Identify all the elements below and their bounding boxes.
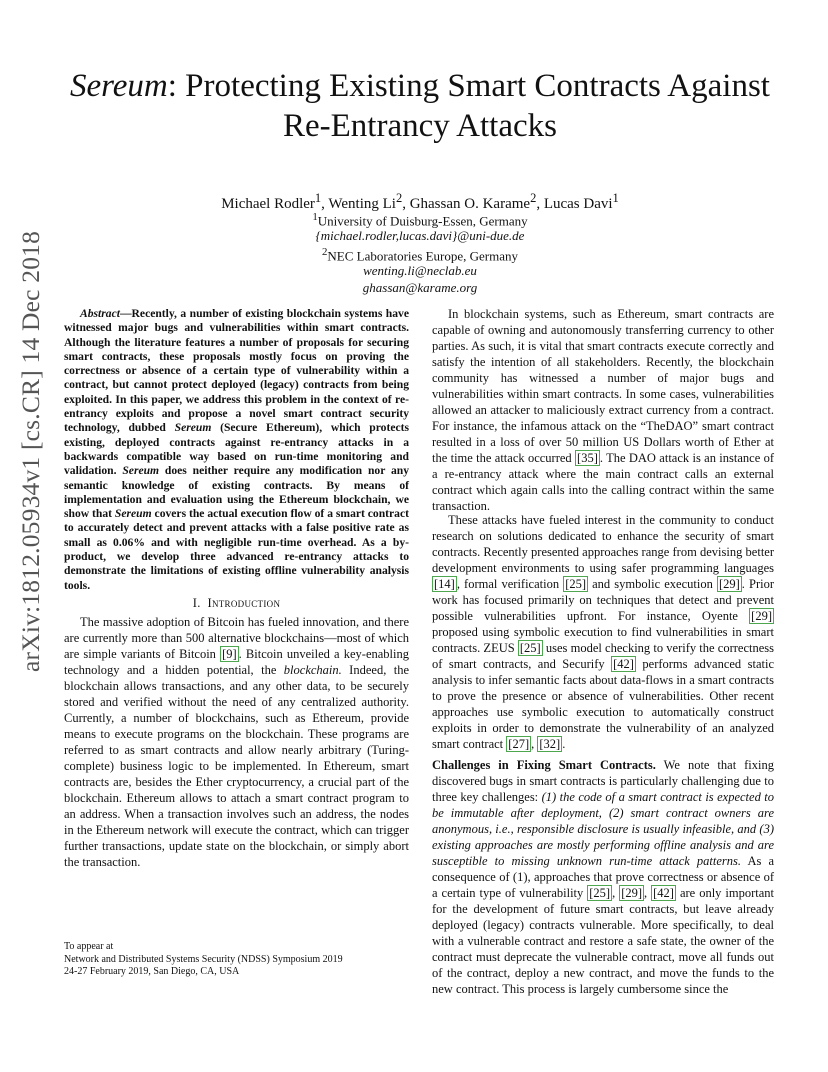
abstract-dash: — [119,307,132,320]
body-text: . Bitcoin unveiled a key-enabling technology and a hidden potential, the [64,647,409,677]
citation-link[interactable]: [29] [621,886,643,900]
affiliation-2-email-1: wenting.li@neclab.eu [363,263,477,278]
citation-link[interactable]: [29] [751,609,772,623]
citation-link[interactable]: [27] [508,737,530,751]
body-text: , formal verification [456,577,564,591]
citation-link[interactable]: [42] [613,657,634,671]
body-text: and symbolic execution [588,577,717,591]
citation-link[interactable]: [9] [222,647,237,661]
body-text: , [612,886,620,900]
author-name: Ghassan O. Karame [409,196,531,212]
body-text: uses model checking to verify the correctness of smart contracts, and Securify [432,641,774,671]
paper-title [60,66,780,146]
title-system-name: Sereum [70,68,168,104]
abstract-text: (Secure Ethereum), which protects existing, deployed contracts against re-entrancy attacks in a backwards compatible way based on run-time monitoring and validation. [64,421,409,478]
abstract-text: does neither require any modification nor any semantic knowledge of existing contracts. By means of implementation and evaluation using the Ethereum blockchain, we show that [64,464,410,521]
footnote-line: To appear at [64,941,114,952]
body-text: are only important for the development of future smart contracts, but leave already deployed (legacy) contracts vulnerable. More specifically, to deal with a vulnerable contract and restore a safe state, the owner of the contract must deprecate the vulnerable contract, move all funds out of the contract, deploy a new contract, and move the funds to the new contract. This process is largely cumbersome since the [432,886,774,996]
author-affiliation-mark: 1 [612,191,619,205]
citation-link[interactable]: [25] [519,641,541,655]
abstract-system-name: Sereum [122,464,160,478]
title-line1-rest: : Protecting Existing Smart Contracts Against [167,68,770,104]
author-name: Lucas Davi [543,196,613,212]
affiliation-mark: 1 [312,211,318,223]
author-affiliation-mark: 2 [530,191,537,205]
citation-link[interactable]: [29] [718,577,740,591]
body-text: , [531,737,538,751]
section-heading [64,595,409,611]
citation-link[interactable]: [14] [434,577,455,591]
right-paragraph-3 [432,757,774,997]
affiliation-mark: 2 [321,246,328,258]
body-text: As a consequence of (1), approaches that prove correctness or absence of a certain type of vulnerability [432,854,775,900]
body-text: We note that fixing discovered bugs in smart contracts is particularly challenging due to three key challenges: [432,758,775,804]
right-paragraph-1 [432,306,774,514]
abstract-system-name: Sereum [114,507,152,521]
body-text: Indeed, the blockchain allows transactions, and any other data, to be securely stored and verified without the need of any centralized authority. Currently, a number of blockchains, such as Ethereum, provide means to execute programs on the blockchain. These programs are referred to as smart contracts and allow nearly arbitrary (Turing-complete) business logic to be implemented. In Ethereum, smart contracts are, besides the Ether cryptocurrency, a crucial part of the blockchain. Ethereum allows to attach a smart contract program to an address. When a transaction involves such an address, the nodes in the Ethereum network will execute the contract, which can trigger further transactions, update state on the blockchain, or simply abort the transaction. [64,663,410,869]
abstract-system-name: Sereum [174,421,212,435]
author-affiliation-mark: 1 [314,191,322,205]
affiliation-name: NEC Laboratories Europe, Germany [327,248,519,264]
body-text: These attacks have fueled interest in the community to conduct research on solutions dedicated to enhance the security of smart contracts. Recently presented approaches range from devising better development environments to using safer programming languages [432,513,774,575]
body-text: proposed using symbolic execution to find vulnerabilities in smart contracts. ZEUS [432,625,774,655]
author-name: Wenting Li [328,196,396,212]
title-line2: Re-Entrancy Attacks [283,108,557,144]
affiliation-1-email: {michael.rodler,lucas.davi}@uni-due.de [315,228,525,243]
body-text: . [562,737,566,751]
venue-footnote [64,941,343,979]
affiliation-name: University of Duisburg-Essen, Germany [317,213,528,229]
author-name: Michael Rodler [221,196,315,212]
abstract-text: covers the actual execution flow of a smart contract to accurately detect and prevent attacks with a false positive rate as small as 0.06% and with negligible run-time overhead. As a by-product, we develop three advanced re-entrancy attacks to demonstrate the limitations of existing offline vulnerability analysis tools. [64,507,409,592]
abstract-text: Recently, a number of existing blockchain systems have witnessed major bugs and vulnerabilities within smart contracts. Although the literature features a number of proposals for securing smart contracts, these proposals mostly focus on proving the correctness or absence of a certain type of vulnerability within a contract, but cannot protect deployed (legacy) contracts from being exploited. In this paper, we address this problem in the context of re-entrancy exploits and propose a novel smart contract security technology, dubbed [64,307,409,435]
footnote-line: Network and Distributed Systems Security (NDSS) Symposium 2019 [64,953,343,965]
right-paragraph-2 [432,512,774,752]
citation-link[interactable]: [25] [565,577,587,591]
footnote-line: 24-27 February 2019, San Diego, CA, USA [64,966,240,977]
abstract-label: Abstract [80,307,120,320]
author-affiliation-mark: 2 [395,191,403,205]
introduction-paragraph-1 [64,614,409,870]
citation-link[interactable]: [42] [653,886,674,900]
section-number: I. [192,596,201,610]
paragraph-heading: Challenges in Fixing Smart Contracts. [432,758,656,772]
citation-link[interactable]: [25] [589,886,611,900]
arxiv-identifier: arXiv:1812.05934v1 [cs.CR] 14 Dec 2018 [16,230,45,672]
body-text: . The DAO attack is an instance of a re-entrancy attack where the main contract calls an external contract which again calls into the calling contract within the same transaction. [432,451,774,513]
body-text: performs advanced static analysis to infer semantic facts about data-flows in a smart contracts to prove the presence or absence of vulnerabilities. Other recent approaches use symbolic execution to automatically construct exploits in order to demonstrate the vulnerability of an analyzed smart contract [432,657,774,751]
body-text: , [644,886,652,900]
body-text: The massive adoption of Bitcoin has fueled innovation, and there are currently more than 500 alternative blockchains—most of which are simple variants of Bitcoin [64,615,409,661]
affiliation-2-email-2: ghassan@karame.org [362,280,478,295]
body-text: In blockchain systems, such as Ethereum, smart contracts are capable of owning and autonomously transferring currency to other parties. As such, it is vital that smart contracts execute correctly and satisfy the intention of all stakeholders. Recently, the blockchain community has witnessed a number of major bugs and vulnerabilities within smart contracts. In some cases, vulnerabilities allowed an attacker to maliciously extract currency from a contract. For instance, the infamous attack on the “TheDAO” smart contract resulted in a loss of over 50 million US Dollars worth of Ether at the time the attack occurred [432,307,774,465]
emphasized-term: blockchain. [283,663,342,677]
body-text: . Prior work has focused primarily on techniques that detect and prevent possible vulnerabilities upfront. For instance, Oyente [432,577,774,623]
emphasized-text: (1) the code of a smart contract is expected to be immutable after deployment, (2) smart contract owners are anonymous, i.e., responsible disclosure is usually infeasible, and (3) existing approaches are mostly performing offline analysis and are susceptible to missing unknown run-time attack patterns. [432,790,774,868]
abstract [64,307,409,593]
citation-link[interactable]: [32] [539,737,561,751]
citation-link[interactable]: [35] [577,451,598,465]
author-list: Michael Rodler$^1$, Wenting Li$^2$, Ghassan O. Karame$^2$, Lucas Davi$^1$ [221,191,619,212]
section-title: Introduction [207,596,281,610]
